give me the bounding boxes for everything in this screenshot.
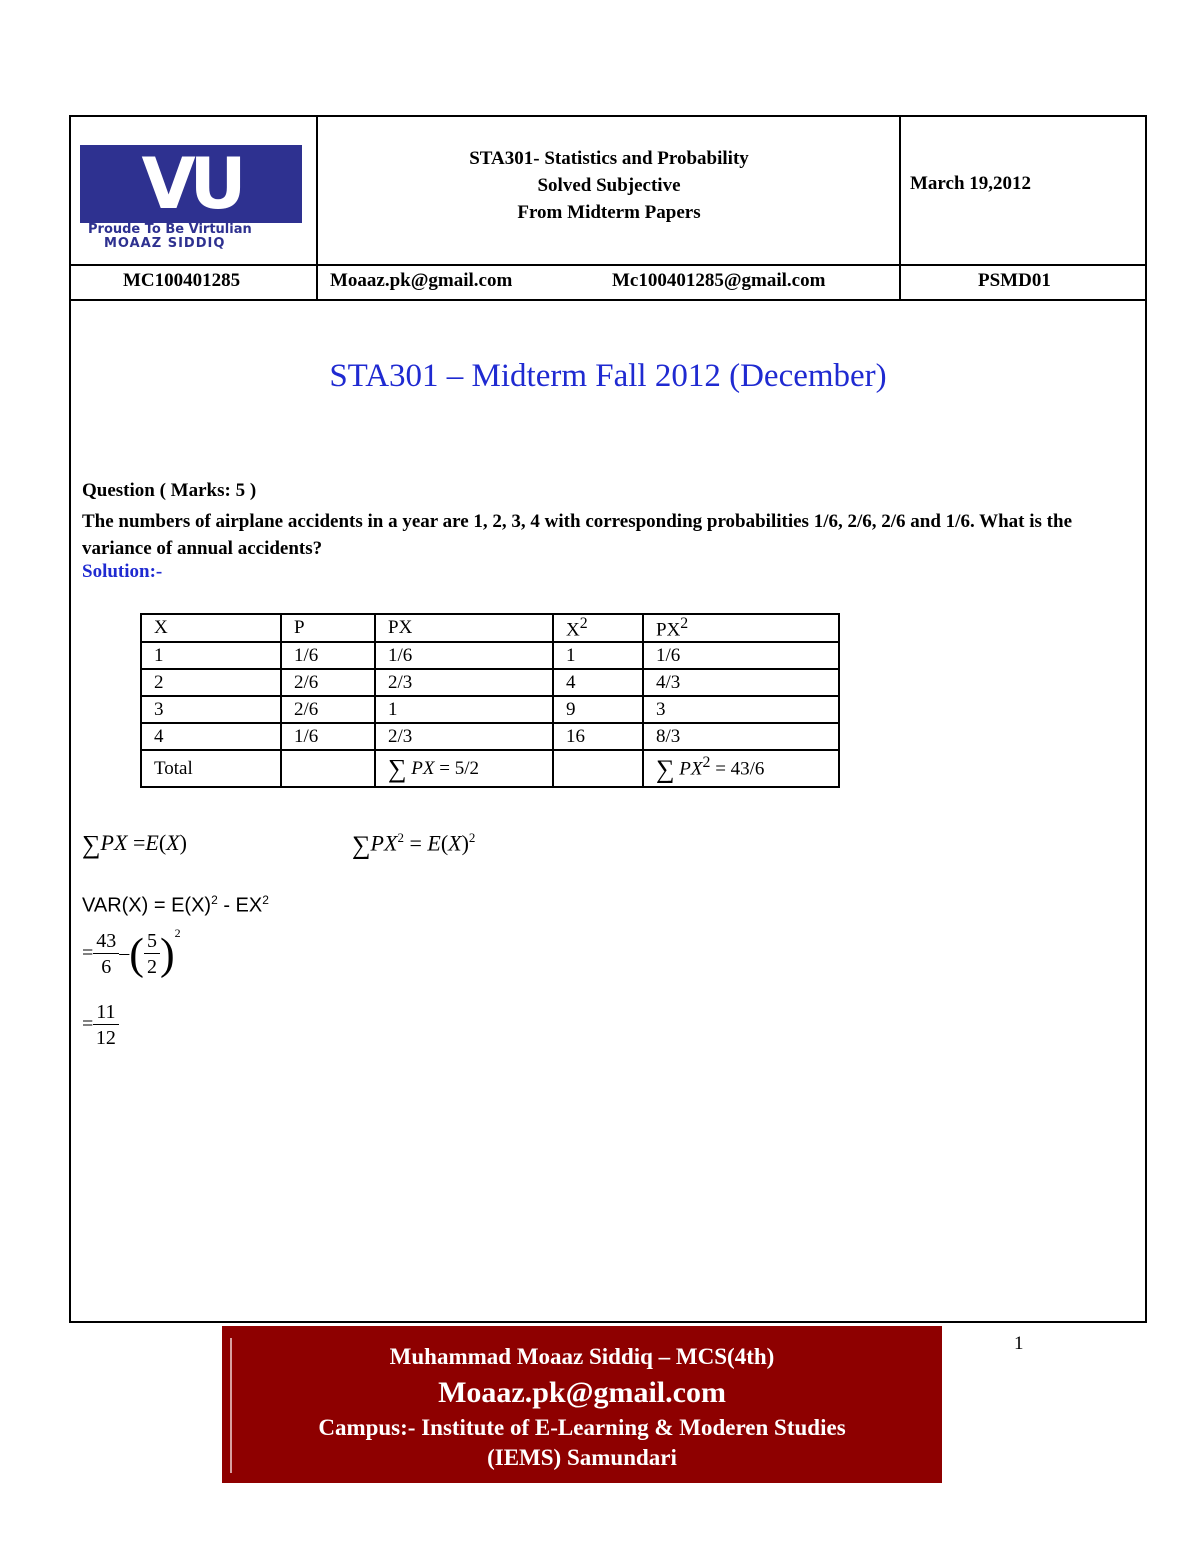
table-cell: 1 bbox=[375, 696, 553, 723]
total-label: Total bbox=[141, 750, 281, 787]
header-title-line1: STA301- Statistics and Probability bbox=[469, 148, 749, 169]
table-row bbox=[141, 669, 839, 696]
variance-label: VAR(X) = E(X) bbox=[82, 894, 212, 917]
probability-table bbox=[140, 613, 840, 788]
page-number: 1 bbox=[1014, 1333, 1024, 1354]
sigma-symbol: ∑ bbox=[352, 830, 371, 860]
fraction-numerator: 11 bbox=[93, 1000, 118, 1025]
variance-tail: - EX bbox=[217, 894, 263, 917]
header-date: March 19,2012 bbox=[910, 173, 1032, 194]
table-cell: 4/3 bbox=[643, 669, 839, 696]
header-title-line2: Solved Subjective bbox=[537, 175, 681, 196]
table-cell: 2 bbox=[141, 669, 281, 696]
logo-tagline: Proude To Be Virtulian bbox=[88, 222, 252, 237]
fraction-denominator: 6 bbox=[101, 955, 112, 978]
variance-step-1: = $\frac{43}{6}$ –( $\frac{5}{2}$ )$^2$ bbox=[82, 926, 181, 979]
table-row bbox=[141, 642, 839, 669]
logo-mark: VU bbox=[141, 143, 241, 225]
table-cell: 4 bbox=[553, 669, 643, 696]
table-header-row bbox=[141, 614, 839, 642]
table-cell: 2/3 bbox=[375, 669, 553, 696]
table-cell: 1/6 bbox=[281, 723, 375, 750]
author-name: Muhammad Moaaz Siddiq – MCS(4th) bbox=[389, 1344, 775, 1369]
fraction-numerator: 5 bbox=[144, 929, 160, 954]
header-text: X bbox=[566, 619, 580, 641]
table-cell: 2/3 bbox=[375, 723, 553, 750]
sum-px-value: 5/2 bbox=[454, 757, 480, 779]
email-primary: Moaaz.pk@gmail.com bbox=[330, 270, 513, 291]
divider bbox=[69, 299, 1147, 301]
logo-author: MOAAZ SIDDIQ bbox=[104, 236, 226, 251]
sum-px-cell: ∑ PX = 5/2 bbox=[375, 750, 553, 787]
table-cell bbox=[553, 750, 643, 787]
variance-result: = $\frac{11}{12}$ bbox=[82, 1000, 119, 1051]
expectation-symbol: E bbox=[145, 830, 159, 855]
vu-logo bbox=[80, 145, 302, 257]
fraction bbox=[93, 1000, 118, 1051]
formula-second-moment: $\sum PX^2 = E(X)^2$ bbox=[352, 830, 476, 860]
solution-label: Solution:- bbox=[82, 561, 163, 582]
table-cell: 16 bbox=[553, 723, 643, 750]
table-cell: 2/6 bbox=[281, 669, 375, 696]
page-title: STA301 – Midterm Fall 2012 (December) bbox=[329, 358, 887, 394]
question-label: Question ( Marks: 5 ) bbox=[82, 480, 257, 501]
author-email: Moaaz.pk@gmail.com bbox=[438, 1376, 726, 1409]
campus-name: Campus:- Institute of E-Learning & Moderen Studies bbox=[318, 1415, 846, 1440]
table-header: $X^2$ bbox=[553, 614, 643, 642]
table-cell: 1 bbox=[553, 642, 643, 669]
variance-definition: $VAR(X) = E(X)^2 - EX^2$ bbox=[82, 893, 269, 917]
fraction bbox=[93, 929, 119, 980]
table-cell: 9 bbox=[553, 696, 643, 723]
author-banner bbox=[222, 1326, 942, 1483]
sigma-symbol: ∑ bbox=[388, 753, 407, 783]
table-header: P bbox=[281, 614, 375, 642]
header-text: PX bbox=[656, 619, 681, 641]
header-title bbox=[318, 145, 900, 226]
sigma-symbol: ∑ bbox=[656, 753, 675, 783]
doc-code: PSMD01 bbox=[978, 270, 1051, 291]
sum-px2-value: 43/6 bbox=[730, 757, 765, 779]
fraction bbox=[144, 929, 160, 980]
table-cell: 8/3 bbox=[643, 723, 839, 750]
campus-location: (IEMS) Samundari bbox=[487, 1445, 677, 1470]
question-text: The numbers of airplane accidents in a year are 1, 2, 3, 4 with corresponding probabilities 1/6, 2/6, 2/6 and 1/6. What is the variance of annual accidents? bbox=[82, 511, 1073, 559]
table-cell: 4 bbox=[141, 723, 281, 750]
table-cell: 2/6 bbox=[281, 696, 375, 723]
table-header: PX bbox=[375, 614, 553, 642]
fraction-denominator: 12 bbox=[95, 1027, 116, 1049]
fraction-numerator: 43 bbox=[93, 929, 119, 954]
table-cell: 1/6 bbox=[643, 642, 839, 669]
table-row bbox=[141, 696, 839, 723]
sigma-symbol: ∑ bbox=[82, 830, 101, 859]
table-cell: 1/6 bbox=[375, 642, 553, 669]
divider bbox=[69, 264, 1147, 266]
table-header: X bbox=[141, 614, 281, 642]
fraction-denominator: 2 bbox=[146, 955, 157, 978]
student-id: MC100401285 bbox=[123, 270, 241, 291]
formula-expectation: ∑PX =E(X) bbox=[82, 830, 187, 859]
table-cell: 1/6 bbox=[281, 642, 375, 669]
expectation-symbol: E bbox=[427, 830, 441, 856]
header-title-line3: From Midterm Papers bbox=[517, 202, 701, 223]
table-cell: 3 bbox=[643, 696, 839, 723]
table-total-row bbox=[141, 750, 839, 787]
email-secondary: Mc100401285@gmail.com bbox=[612, 270, 826, 291]
table-cell bbox=[281, 750, 375, 787]
table-header: $PX^2$ bbox=[643, 614, 839, 642]
table-row bbox=[141, 723, 839, 750]
sum-px2-cell: ∑ $PX^2 = 43/6$ bbox=[643, 750, 839, 787]
table-cell: 3 bbox=[141, 696, 281, 723]
table-cell: 1 bbox=[141, 642, 281, 669]
